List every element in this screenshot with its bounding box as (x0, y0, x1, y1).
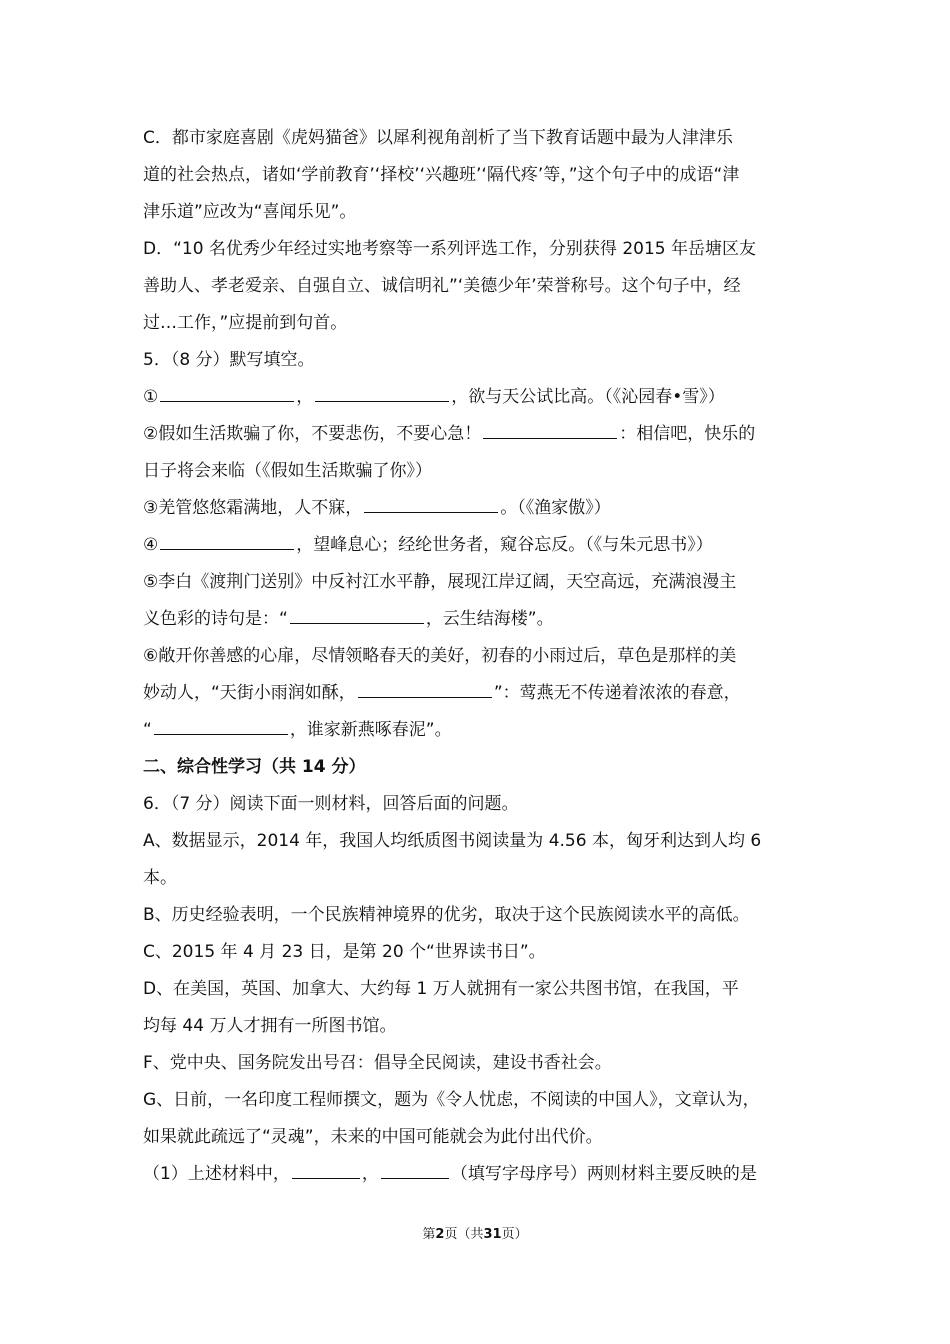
q5-item-3-suffix: 。（《渔家傲》） (500, 498, 611, 518)
item-c-line-2: 道的社会热点，诸如‘学前教育’‘择校’‘兴趣班’‘隔代疼’等，”这个句子中的成语“津 (143, 165, 740, 185)
q5-item-2-prefix: ②假如生活欺骗了你，不要悲伤，不要心急！ (143, 424, 482, 444)
q5-item-6-line-2 (143, 675, 808, 712)
item-d-line-1: D．“10 名优秀少年经过实地考察等一系列评选工作，分别获得 2015 年岳塘区友 (143, 239, 757, 259)
section-2-heading: 二、综合性学习（共 14 分） (143, 757, 366, 777)
footer-middle: 页（共 (444, 1227, 484, 1242)
q5-item-6-suffix: ，谁家新燕啄春泥”。 (289, 720, 452, 740)
q6-sub-1-suffix: （填写字母序号）两则材料主要反映的是 (450, 1164, 757, 1184)
q5-item-1 (143, 379, 808, 416)
q5-item-1-separator: ， (296, 387, 314, 407)
q5-item-5-suffix: ，云生结海楼”。 (425, 609, 554, 629)
material-c: C、2015 年 4 月 23 日，是第 20 个“世界读书日”。 (143, 942, 546, 962)
q5-item-2 (143, 416, 808, 453)
material-f: F、党中央、国务院发出号召：倡导全民阅读，建设书香社会。 (143, 1053, 612, 1073)
q5-item-1-prefix: ① (143, 387, 159, 407)
material-d-line-1: D、在美国，英国、加拿大、大约每 1 万人就拥有一家公共图书馆，在我国，平 (143, 979, 739, 999)
page-content (143, 120, 808, 1193)
answer-blank[interactable] (483, 416, 617, 439)
q5-item-3-prefix: ③羌管悠悠霜满地，人不寐， (143, 498, 363, 518)
q5-item-5-prefix: 义色彩的诗句是：“ (143, 609, 288, 629)
q6-sub-question-1 (143, 1156, 808, 1193)
answer-blank[interactable] (381, 1156, 449, 1179)
answer-blank[interactable] (160, 527, 294, 550)
material-g-line-2: 如果就此疏远了“灵魂”，未来的中国可能就会为此付出代价。 (143, 1127, 603, 1147)
q5-item-4-prefix: ④ (143, 535, 159, 555)
material-d-line-2: 均每 44 万人才拥有一所图书馆。 (143, 1016, 397, 1036)
q5-item-5-line-2 (143, 601, 808, 638)
material-b: B、历史经验表明，一个民族精神境界的优劣，取决于这个民族阅读水平的高低。 (143, 905, 750, 925)
q5-item-6-middle: ”：莺燕无不传递着浓浓的春意， (493, 683, 741, 703)
q6-sub-1-prefix: （1）上述材料中， (143, 1164, 290, 1184)
item-c-line-1: C．都市家庭喜剧《虎妈猫爸》以犀利视角剖析了当下教育话题中最为人津津乐 (143, 128, 733, 148)
q5-item-2-suffix: ：相信吧，快乐的 (619, 424, 756, 444)
q5-item-3 (143, 490, 808, 527)
page-footer (0, 1226, 950, 1244)
item-d-line-3: 过…工作，”应提前到句首。 (143, 313, 348, 333)
answer-blank[interactable] (315, 379, 449, 402)
answer-blank[interactable] (160, 379, 294, 402)
q5-item-4-suffix: ，望峰息心；经纶世务者，窥谷忘反。（《与朱元思书》） (296, 535, 713, 555)
q5-item-6-line-3 (143, 712, 808, 749)
item-c-line-3: 津乐道”应改为“喜闻乐见”。 (143, 202, 357, 222)
material-a-line-2: 本。 (143, 868, 177, 888)
q5-item-6-quote: “ (143, 720, 152, 740)
q5-item-5-line-1: ⑤李白《渡荆门送别》中反衬江水平静，展现江岸辽阔，天空高远，充满浪漫主 (143, 572, 737, 592)
answer-blank[interactable] (358, 675, 492, 698)
current-page-number: 2 (435, 1227, 445, 1242)
material-g-line-1: G、日前，一名印度工程师撰文，题为《令人忧虑，不阅读的中国人》，文章认为， (143, 1090, 760, 1110)
item-d-line-2: 善助人、孝老爱亲、自强自立、诚信明礼”‘美德少年’荣誉称号。这个句子中，经 (143, 276, 741, 296)
q5-item-6-prefix: 妙动人，“天街小雨润如酥， (143, 683, 356, 703)
material-a-line-1: A、数据显示，2014 年，我国人均纸质图书阅读量为 4.56 本，匈牙利达到人均 6 (143, 831, 762, 851)
q6-sub-1-separator: ， (361, 1164, 379, 1184)
answer-blank[interactable] (292, 1156, 360, 1179)
answer-blank[interactable] (364, 490, 498, 513)
answer-blank[interactable] (290, 601, 424, 624)
question-6-title: 6．（7 分）阅读下面一则材料，回答后面的问题。 (143, 794, 519, 814)
question-5-title: 5．（8 分）默写填空。 (143, 350, 315, 370)
answer-blank[interactable] (154, 712, 288, 735)
total-page-count: 31 (483, 1227, 502, 1242)
footer-prefix: 第 (422, 1227, 436, 1242)
q5-item-6-line-1: ⑥敞开你善感的心扉，尽情领略春天的美好，初春的小雨过后，草色是那样的美 (143, 646, 737, 666)
q5-item-4 (143, 527, 808, 564)
footer-suffix: 页） (501, 1227, 528, 1242)
q5-item-1-suffix: ，欲与天公试比高。（《沁园春•雪》） (451, 387, 725, 407)
q5-item-2-line-2: 日子将会来临（《假如生活欺骗了你》） (143, 461, 432, 481)
